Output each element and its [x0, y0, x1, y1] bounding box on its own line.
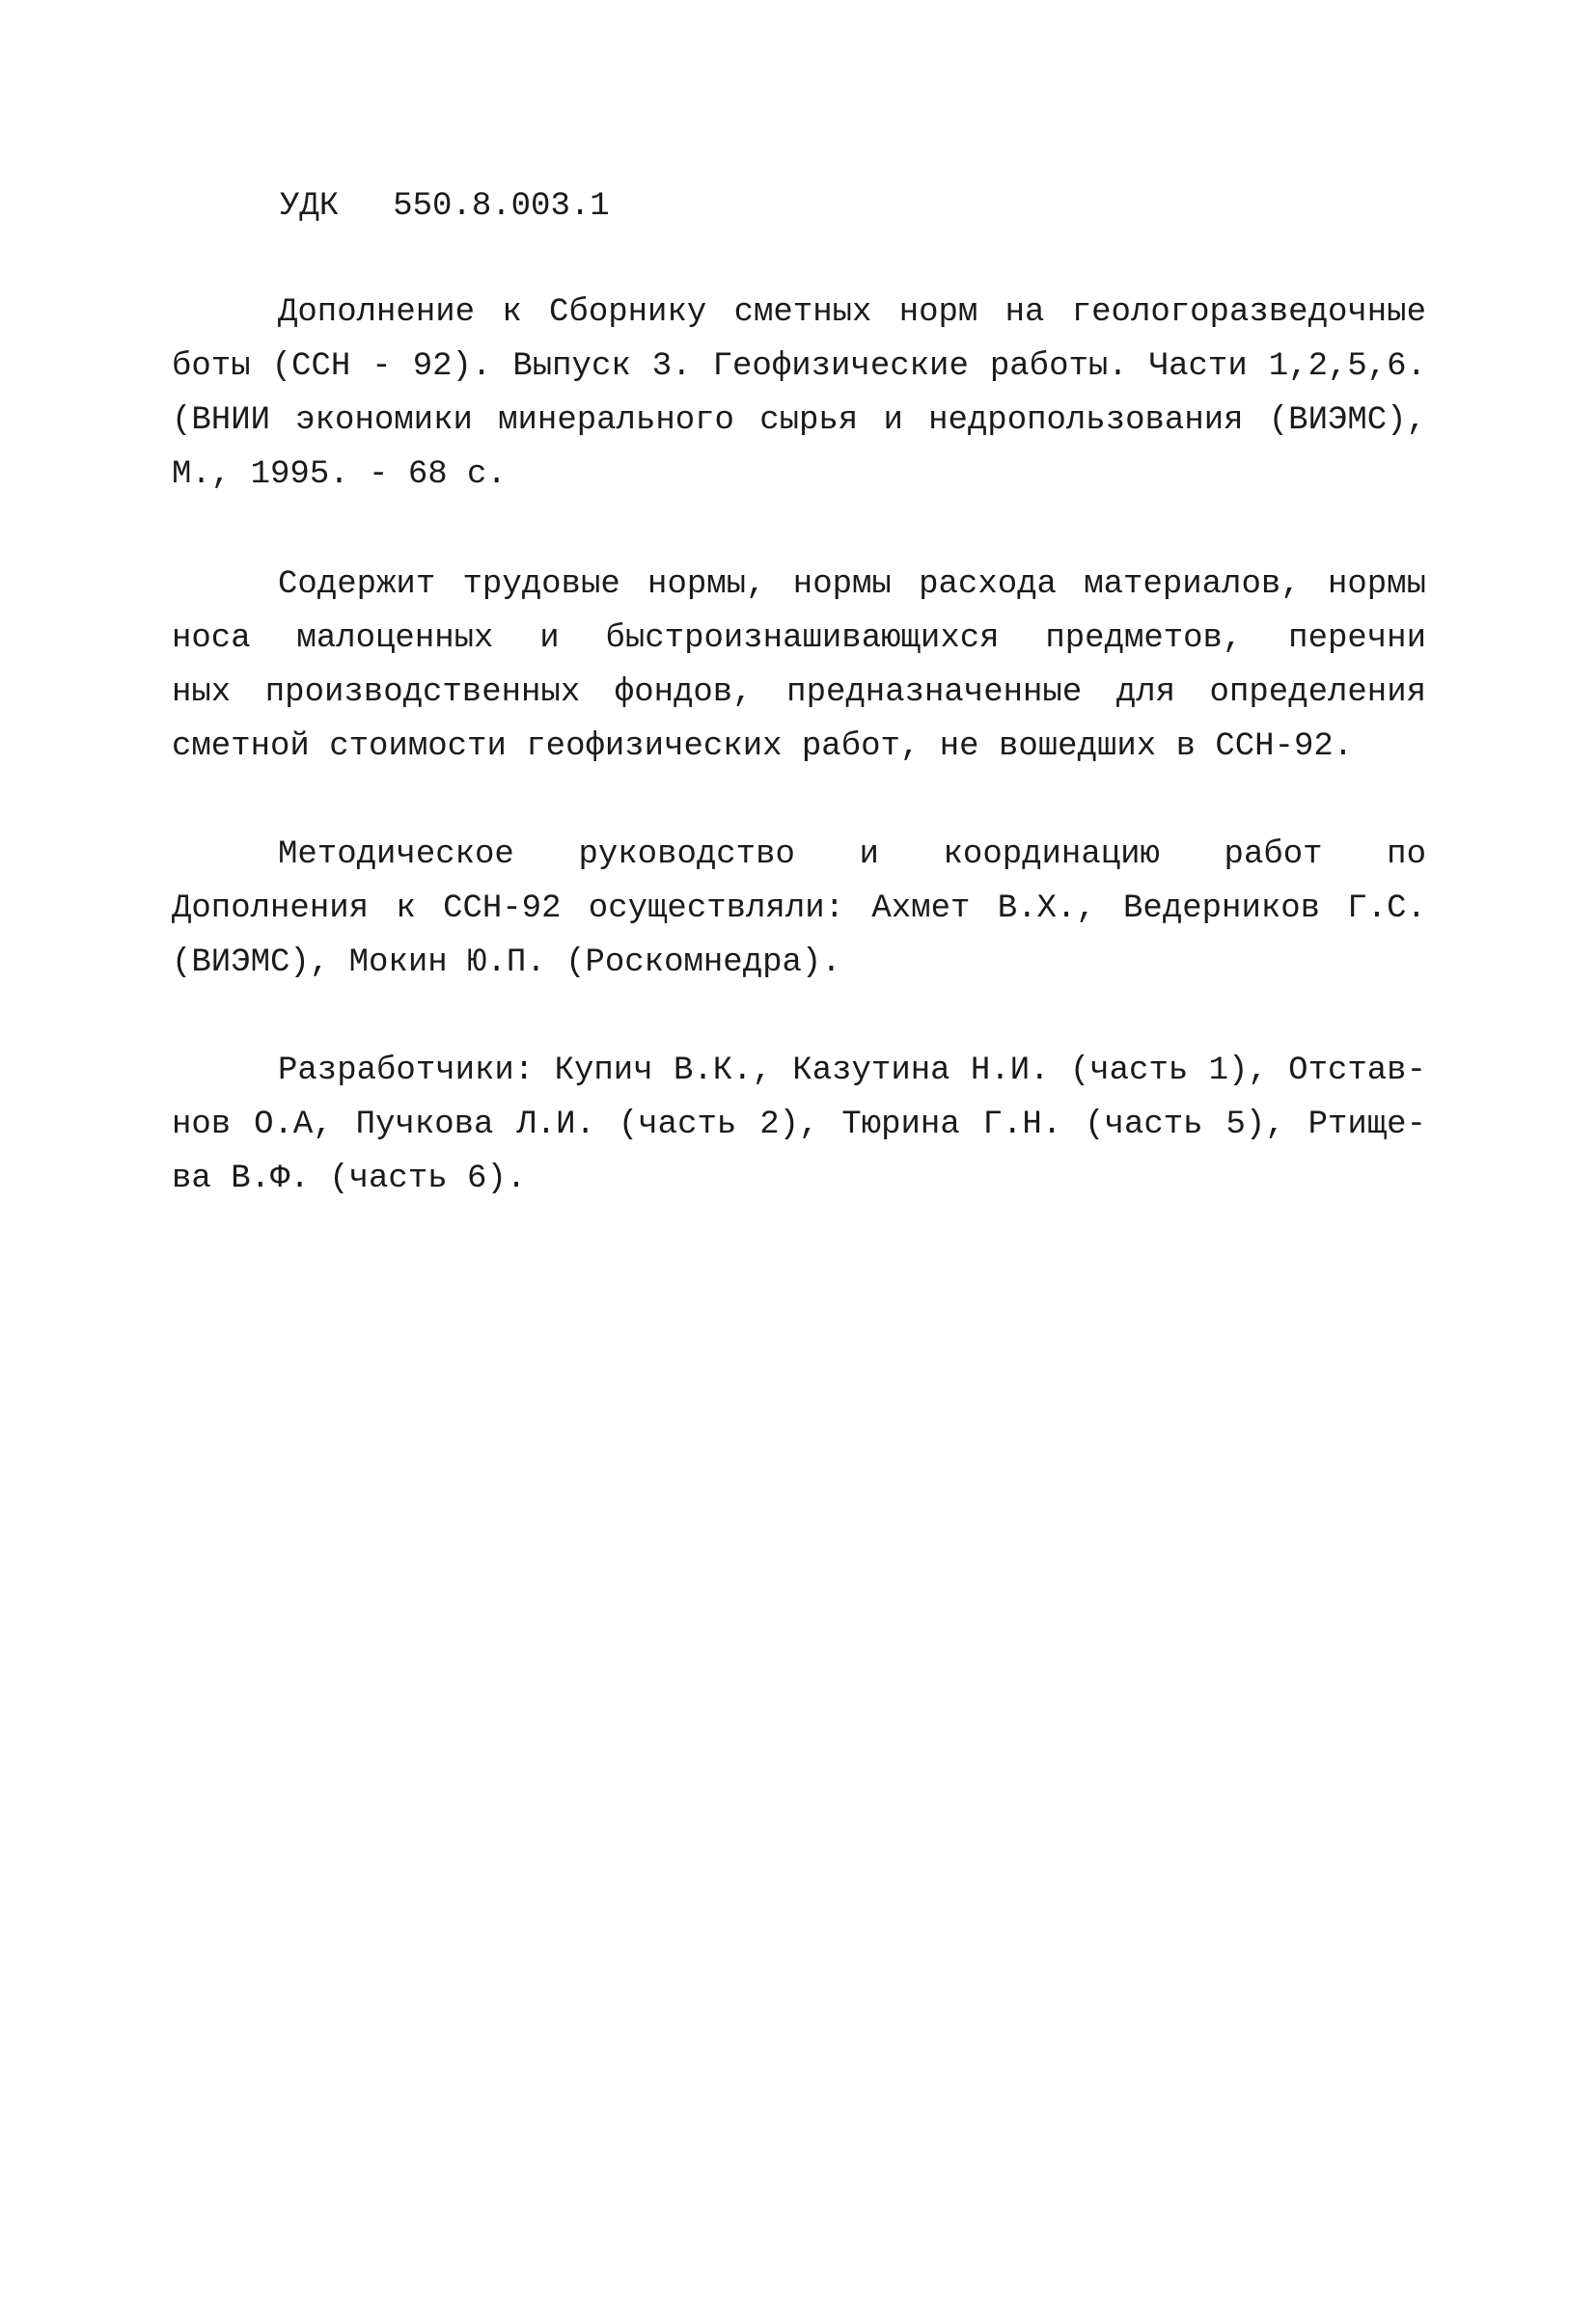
udk-line: [280, 187, 610, 226]
paragraph-3-line-2: Дополнения к ССН-92 осуществляли: Ахмет В.Х., Ведерников Г.С.: [172, 890, 1426, 927]
paragraph-3-line-3: (ВИЭМС), Мокин Ю.П. (Роскомнедра).: [172, 944, 841, 981]
paragraph-4-line-3: ва В.Ф. (часть 6).: [172, 1161, 527, 1197]
udk-code: 550.8.003.1: [393, 188, 610, 225]
paragraph-1-line-3: (ВНИИ экономики минерального сырья и недропользования (ВИЭМС),: [172, 402, 1426, 439]
udk-label: УДК: [280, 188, 340, 225]
paragraph-1-line-2: боты (ССН - 92). Выпуск 3. Геофизические работы. Части 1,2,5,6.: [172, 348, 1426, 385]
paragraph-2-line-2: носа малоценных и быстроизнашивающихся предметов, перечни: [172, 620, 1426, 657]
paragraph-1-line-4: М., 1995. - 68 с.: [172, 456, 507, 493]
paragraph-2-line-1: Содержит трудовые нормы, нормы расхода материалов, нормы: [278, 566, 1426, 603]
paragraph-4-line-2: нов О.А, Пучкова Л.И. (часть 2), Тюрина Г.Н. (часть 5), Ртище-: [172, 1107, 1426, 1143]
paragraph-2-line-4: сметной стоимости геофизических работ, не вошедших в ССН-92.: [172, 728, 1354, 765]
paragraph-2-line-3: ных производственных фондов, предназначенные для определения: [172, 674, 1426, 711]
paragraph-4-line-1: Разработчики: Купич В.К., Казутина Н.И. (часть 1), Отстав-: [278, 1053, 1426, 1089]
paragraph-1-line-1: Дополнение к Сборнику сметных норм на геологоразведочные: [278, 294, 1426, 331]
paragraph-3-line-1: Методическое руководство и координацию работ по: [278, 836, 1426, 873]
